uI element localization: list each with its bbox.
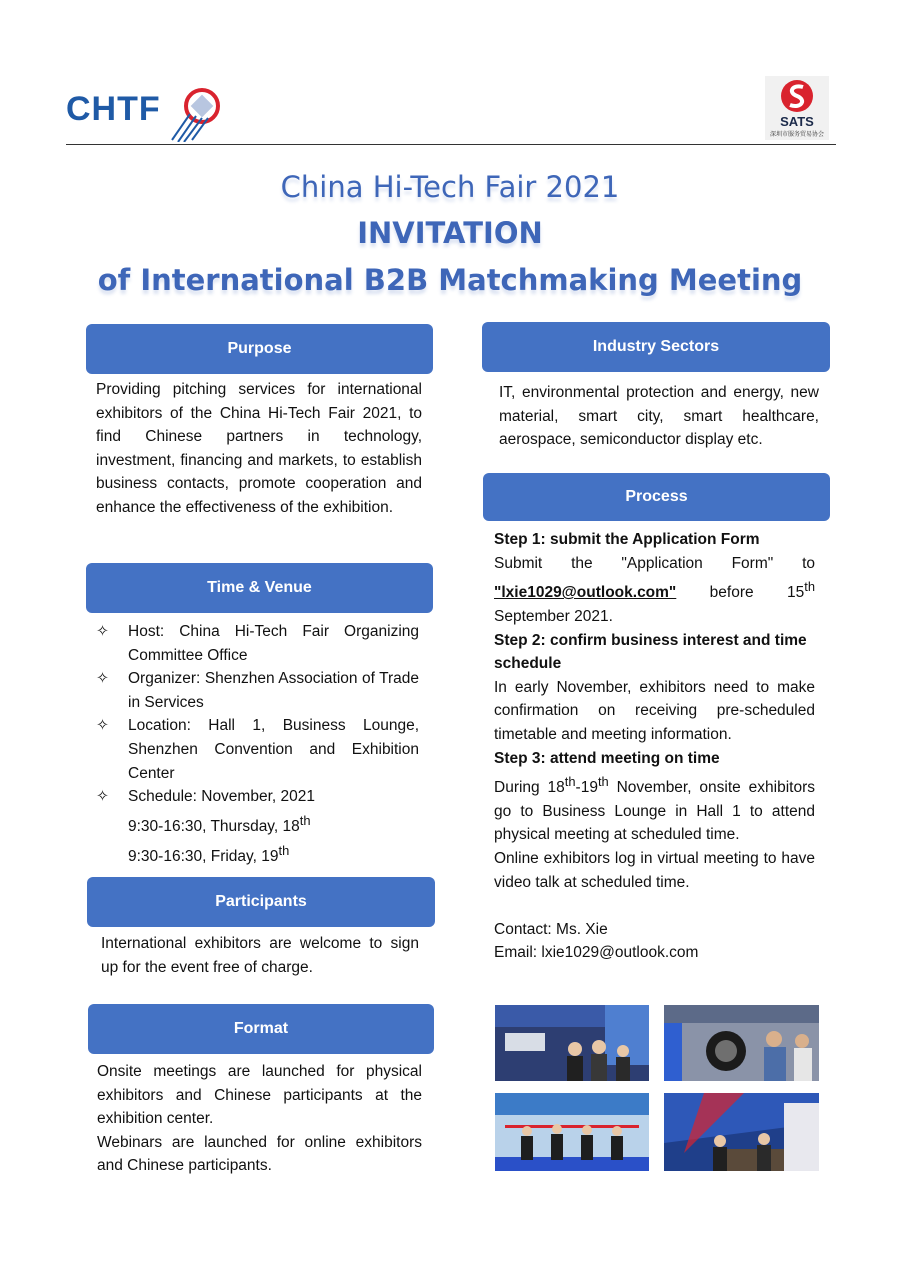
contact-email: Email: lxie1029@outlook.com — [494, 944, 699, 962]
location-text: Location: Hall 1, Business Lounge, Shenzhen Convention and Exhibition Center — [128, 717, 419, 782]
step3-title: Step 3: attend meeting on time — [494, 749, 720, 767]
event-photo-2 — [664, 1005, 819, 1081]
format-text — [97, 1060, 422, 1178]
step3-sup2: th — [597, 774, 609, 790]
step3-a: During 18 — [494, 779, 565, 797]
schedule-day2-sup: th — [278, 842, 290, 858]
star-bullet-icon: ✧ — [96, 717, 109, 735]
purpose-text: Providing pitching services for international exhibitors of the China Hi-Tech Fair 2021, to find Chinese partners in technology, investment, financing and markets, to establish business contacts, promote cooperation and enhance the effectiveness of the exhibition. — [96, 381, 422, 516]
schedule-day1 — [128, 812, 311, 835]
format-webinar-text: Webinars are launched for online exhibitors and Chinese participants. — [97, 1133, 422, 1175]
step1-sup: th — [804, 579, 815, 595]
schedule-day2 — [128, 842, 290, 865]
schedule-day2-text: 9:30-16:30, Friday, 19 — [128, 847, 279, 865]
star-bullet-icon: ✧ — [96, 788, 109, 806]
industry-text: IT, environmental protection and energy, new material, smart city, smart healthcare, aerospace, semiconductor display etc. — [499, 384, 819, 449]
step3-sup1: th — [564, 774, 576, 790]
step1-line2 — [494, 575, 815, 605]
schedule-item — [96, 785, 419, 868]
step3-c: November, onsite exhibitors go to Business Lounge in Hall 1 to attend physical meeting at scheduled time. — [494, 779, 815, 844]
step1-title: Step 1: submit the Application Form — [494, 531, 760, 548]
step3-text — [494, 770, 815, 847]
step1-line3: September 2021. — [494, 607, 613, 625]
host-text: Host: China Hi-Tech Fair Organizing Committee Office — [128, 623, 419, 664]
step3-b: -19 — [575, 779, 598, 797]
chtf-logo — [66, 84, 226, 144]
event-title: China Hi-Tech Fair 2021 — [280, 170, 620, 204]
time-venue-heading: Time & Venue — [86, 563, 433, 613]
chtf-logo-emblem-icon — [170, 84, 228, 142]
event-photo-1 — [495, 1005, 649, 1081]
process-text — [494, 528, 815, 965]
star-bullet-icon: ✧ — [96, 670, 109, 688]
schedule-day1-text: 9:30-16:30, Thursday, 18 — [128, 817, 300, 835]
process-heading: Process — [483, 473, 830, 521]
event-photo-4 — [664, 1093, 819, 1171]
event-photo-3 — [495, 1093, 649, 1171]
star-bullet-icon: ✧ — [96, 623, 109, 640]
format-onsite-text: Onsite meetings are launched for physical exhibitors and Chinese participants at the exhibition center. — [97, 1063, 422, 1128]
step2-text: In early November, exhibitors need to make confirmation on receiving pre-scheduled timetable and meeting information. — [494, 678, 815, 743]
invitation-title: INVITATION — [357, 216, 543, 250]
schedule-text: Schedule: November, 2021 — [128, 788, 315, 806]
industry-heading: Industry Sectors — [482, 322, 830, 372]
header-divider — [66, 144, 836, 145]
application-email-link[interactable]: "lxie1029@outlook.com" — [494, 584, 677, 602]
step1-line1: Submit the "Application Form" to — [494, 554, 815, 572]
step2-title: Step 2: confirm business interest and time schedule — [494, 631, 807, 673]
sats-logo — [765, 76, 829, 140]
sats-logo-text: SATS — [780, 114, 814, 129]
step1-before: before 15 — [676, 584, 805, 602]
chtf-logo-text: CHTF — [66, 90, 161, 128]
time-venue-list — [96, 620, 419, 868]
schedule-day1-sup: th — [299, 812, 311, 828]
participants-text: International exhibitors are welcome to sign up for the event free of charge. — [101, 935, 419, 976]
organizer-item — [96, 667, 419, 714]
host-item — [96, 620, 419, 667]
sats-logo-subtext: 深圳市服务贸易协会 — [769, 132, 824, 138]
contact-name: Contact: Ms. Xie — [494, 920, 608, 938]
step3-online-text: Online exhibitors log in virtual meeting to have video talk at scheduled time. — [494, 850, 815, 891]
participants-heading: Participants — [87, 877, 435, 927]
sats-logo-emblem-icon — [779, 78, 815, 114]
format-heading: Format — [88, 1004, 434, 1054]
purpose-heading: Purpose — [86, 324, 433, 374]
organizer-text: Organizer: Shenzhen Association of Trade in Services — [128, 670, 419, 711]
meeting-title: of International B2B Matchmaking Meeting — [97, 263, 803, 297]
location-item — [96, 714, 419, 785]
